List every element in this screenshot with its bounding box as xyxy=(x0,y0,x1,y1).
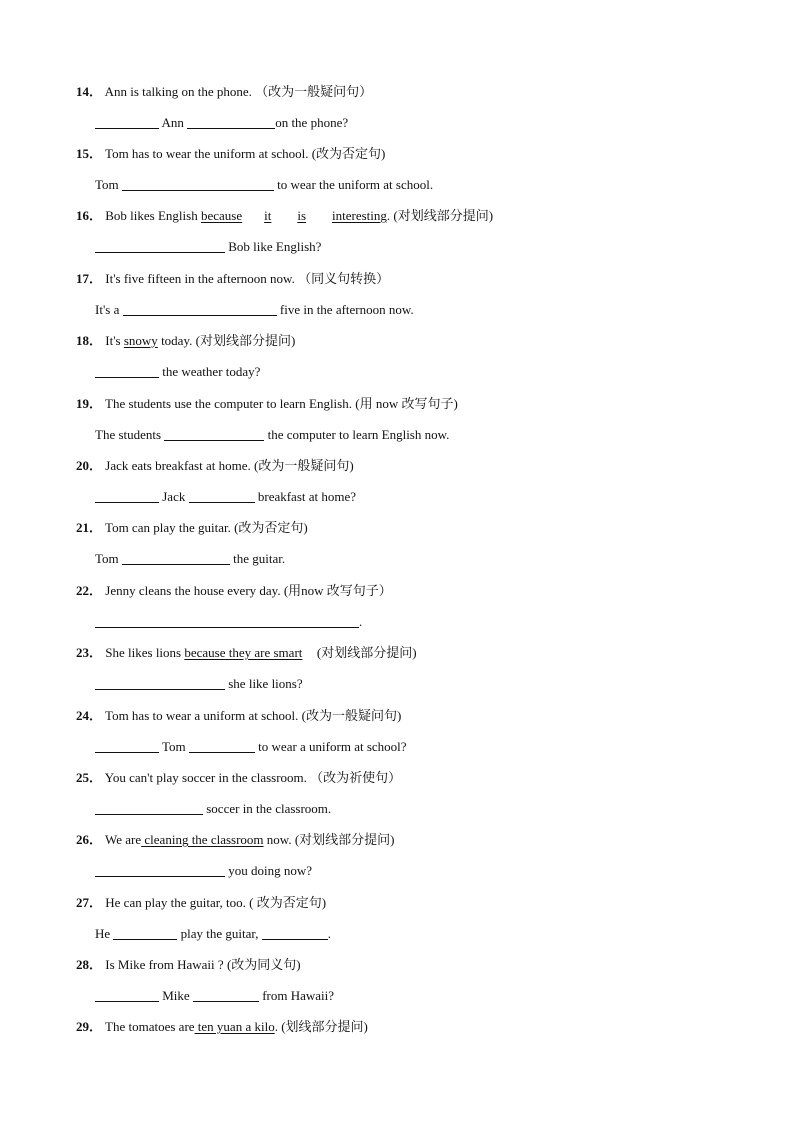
question-sentence: It's five fifteen in the afternoon now. xyxy=(105,271,295,286)
answer-text: Tom xyxy=(95,177,119,192)
question-22 xyxy=(76,582,392,600)
underlined-part: snowy xyxy=(123,333,158,348)
instruction: (划线部分提问) xyxy=(281,1019,368,1034)
question-25 xyxy=(76,769,401,787)
instruction: （改为祈使句） xyxy=(310,770,402,785)
answer-blank[interactable] xyxy=(193,987,259,1002)
answer-blank[interactable] xyxy=(187,114,275,129)
question-14 xyxy=(76,83,372,101)
underlined-word: interesting xyxy=(332,208,387,223)
answer-text: Ann xyxy=(161,115,184,130)
instruction: (对划线部分提问) xyxy=(195,333,296,348)
underlined-word: because xyxy=(200,208,243,223)
question-number: 20． xyxy=(76,458,103,473)
answer-blank[interactable] xyxy=(95,613,359,628)
underlined-part: because they are smart xyxy=(184,645,303,660)
answer-blank[interactable] xyxy=(95,800,203,815)
answer-text: Mike xyxy=(162,988,190,1003)
answer-text: It's a xyxy=(95,302,120,317)
answer-17 xyxy=(95,301,414,319)
answer-text: soccer in the classroom. xyxy=(206,801,332,816)
instruction: (改为一般疑问句) xyxy=(253,458,354,473)
answer-text: she like lions? xyxy=(228,676,303,691)
answer-16 xyxy=(95,238,321,256)
answer-26 xyxy=(95,862,312,880)
answer-text: to wear a uniform at school? xyxy=(258,739,407,754)
underlined-word: is xyxy=(297,208,307,223)
answer-text: from Hawaii? xyxy=(262,988,335,1003)
instruction: (对划线部分提问) xyxy=(316,645,417,660)
question-sentence: now. xyxy=(266,832,292,847)
answer-text: on the phone? xyxy=(275,115,349,130)
answer-blank[interactable] xyxy=(164,426,264,441)
answer-text: to wear the uniform at school. xyxy=(277,177,434,192)
question-18 xyxy=(76,332,295,350)
instruction: ( 改为否定句) xyxy=(249,895,327,910)
punctuation: . xyxy=(327,926,331,941)
question-number: 24． xyxy=(76,708,103,723)
answer-15 xyxy=(95,176,433,194)
answer-22 xyxy=(95,613,362,631)
question-number: 27． xyxy=(76,895,103,910)
question-29 xyxy=(76,1018,368,1036)
instruction: （同义句转换） xyxy=(298,271,390,286)
answer-18 xyxy=(95,363,260,381)
instruction: (对划线部分提问) xyxy=(294,832,395,847)
question-number: 21． xyxy=(76,520,103,535)
punctuation: . xyxy=(274,1019,278,1034)
answer-blank[interactable] xyxy=(95,114,159,129)
question-number: 16． xyxy=(76,208,103,223)
question-16 xyxy=(76,207,493,225)
question-sentence: Tom can play the guitar. xyxy=(105,520,231,535)
instruction: (改为否定句) xyxy=(311,146,386,161)
answer-14 xyxy=(95,114,348,132)
answer-blank[interactable] xyxy=(123,301,277,316)
question-sentence: Tom has to wear the uniform at school. xyxy=(105,146,309,161)
question-24 xyxy=(76,707,401,725)
answer-25 xyxy=(95,800,331,818)
answer-text: the guitar. xyxy=(233,551,286,566)
question-sentence: Jenny cleans the house every day. xyxy=(105,583,281,598)
answer-text: the computer to learn English now. xyxy=(267,427,450,442)
question-number: 19． xyxy=(76,396,103,411)
answer-text: Jack xyxy=(162,489,186,504)
answer-23 xyxy=(95,675,303,693)
question-number: 18． xyxy=(76,333,103,348)
question-sentence: today. xyxy=(161,333,193,348)
question-number: 14． xyxy=(76,84,103,99)
question-number: 25． xyxy=(76,770,103,785)
answer-text: play the guitar, xyxy=(180,926,259,941)
answer-text: Tom xyxy=(162,739,186,754)
answer-blank[interactable] xyxy=(95,738,159,753)
underlined-word: it xyxy=(264,208,272,223)
punctuation: . xyxy=(359,614,363,629)
question-15 xyxy=(76,145,385,163)
question-sentence: We are xyxy=(105,832,142,847)
question-sentence: Jack eats breakfast at home. xyxy=(105,458,251,473)
answer-blank[interactable] xyxy=(189,738,255,753)
answer-27 xyxy=(95,925,331,943)
answer-blank[interactable] xyxy=(95,488,159,503)
answer-text: five in the afternoon now. xyxy=(279,302,414,317)
answer-text: Bob like English? xyxy=(228,239,322,254)
underlined-part: ten yuan a kilo xyxy=(194,1019,275,1034)
answer-text: you doing now? xyxy=(228,863,313,878)
answer-21 xyxy=(95,550,285,568)
question-sentence: The students use the computer to learn English. xyxy=(105,396,352,411)
question-number: 23． xyxy=(76,645,103,660)
question-number: 15． xyxy=(76,146,103,161)
answer-text: He xyxy=(95,926,111,941)
question-sentence: Is Mike from Hawaii ? xyxy=(105,957,224,972)
question-28 xyxy=(76,956,301,974)
instruction: (改为一般疑问句) xyxy=(301,708,402,723)
answer-blank[interactable] xyxy=(95,862,225,877)
question-27 xyxy=(76,894,326,912)
answer-28 xyxy=(95,987,334,1005)
question-sentence: It's xyxy=(105,333,121,348)
question-26 xyxy=(76,831,395,849)
instruction: (用 now 改写句子) xyxy=(355,396,458,411)
question-20 xyxy=(76,457,354,475)
question-number: 28． xyxy=(76,957,103,972)
answer-text: breakfast at home? xyxy=(257,489,357,504)
answer-blank[interactable] xyxy=(262,925,328,940)
question-sentence: Tom has to wear a uniform at school. xyxy=(105,708,299,723)
question-sentence: The tomatoes are xyxy=(105,1019,195,1034)
answer-blank[interactable] xyxy=(122,550,230,565)
answer-blank[interactable] xyxy=(122,176,274,191)
punctuation: . xyxy=(386,208,391,223)
underlined-part: cleaning the classroom xyxy=(141,832,264,847)
question-23 xyxy=(76,644,417,662)
answer-19 xyxy=(95,426,449,444)
answer-text: the weather today? xyxy=(162,364,261,379)
question-sentence: You can't play soccer in the classroom. xyxy=(104,770,307,785)
answer-blank[interactable] xyxy=(95,363,159,378)
instruction: (改为同义句) xyxy=(226,957,301,972)
answer-blank[interactable] xyxy=(95,238,225,253)
question-sentence: Bob likes English xyxy=(105,208,198,223)
question-number: 22． xyxy=(76,583,103,598)
question-sentence: She likes lions xyxy=(105,645,182,660)
underlined-part xyxy=(201,208,387,223)
instruction: (用now 改写句子） xyxy=(283,583,392,598)
answer-20 xyxy=(95,488,356,506)
question-number: 17． xyxy=(76,271,103,286)
answer-blank[interactable] xyxy=(95,987,159,1002)
answer-blank[interactable] xyxy=(95,675,225,690)
question-19 xyxy=(76,395,458,413)
question-17 xyxy=(76,270,389,288)
question-number: 26． xyxy=(76,832,103,847)
instruction: （改为一般疑问句） xyxy=(255,84,373,99)
answer-text: The students xyxy=(95,427,162,442)
instruction: (对划线部分提问) xyxy=(393,208,494,223)
answer-text: Tom xyxy=(95,551,119,566)
answer-24 xyxy=(95,738,407,756)
answer-blank[interactable] xyxy=(113,925,177,940)
instruction: (改为否定句) xyxy=(234,520,308,535)
answer-blank[interactable] xyxy=(189,488,255,503)
question-21 xyxy=(76,519,308,537)
question-sentence: He can play the guitar, too. xyxy=(105,895,246,910)
question-number: 29． xyxy=(76,1019,103,1034)
question-sentence: Ann is talking on the phone. xyxy=(104,84,252,99)
